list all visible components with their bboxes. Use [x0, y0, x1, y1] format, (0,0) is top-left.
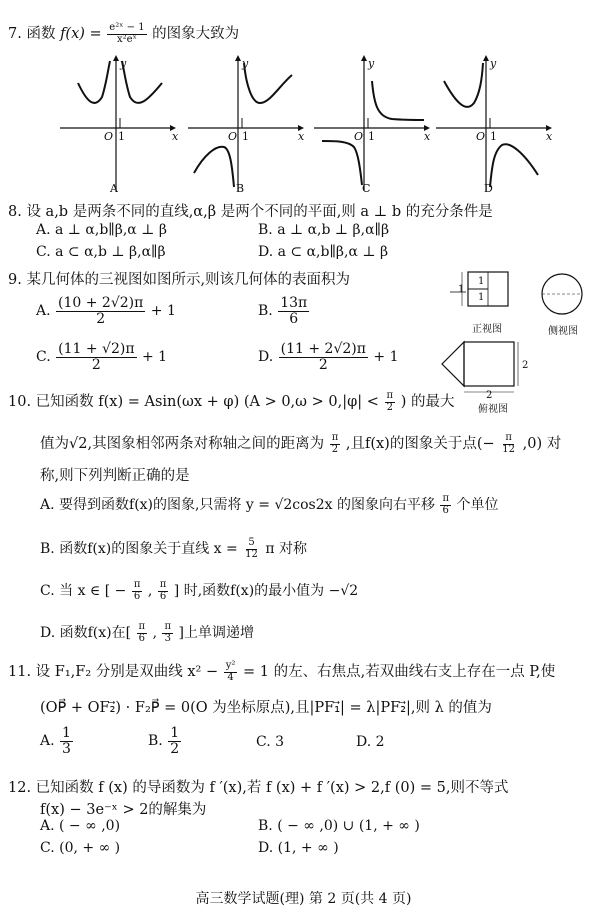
q9-option-b: B. $\frac{13\pi}{6}$	[258, 295, 308, 327]
q9-option-d: D. $\frac{(11 + 2√2)\pi}{2}$ + 1	[258, 341, 399, 373]
q7-graph-c-x: x	[424, 130, 431, 143]
q9-option-c: C. $\frac{(11 + √2)\pi}{2}$ + 1	[36, 341, 168, 373]
q12-option-b: B. ( − ∞ ,0) ∪ (1, + ∞ )	[258, 818, 420, 834]
q7-graph-a-tick: 1	[118, 130, 125, 143]
q11-option-a: A. $\frac{1}{3}$	[40, 725, 71, 757]
q7-graph-d-tick: 1	[490, 130, 497, 143]
q12-option-a: A. ( − ∞ ,0)	[40, 818, 121, 834]
q7-graph-b-y: y	[242, 57, 249, 70]
q7-graph-b-tick: 1	[242, 130, 249, 143]
q7-graph-b	[186, 55, 304, 195]
q7-graph-a-o: O	[104, 130, 114, 143]
q7-graph-d	[434, 55, 552, 195]
q9-dim-1b: 1	[478, 276, 485, 287]
q7-graph-a-y: y	[120, 57, 127, 70]
q11-line1: 11. 设 F₁,F₂ 分别是双曲线 x² − $\frac{\text{y²}}{4}$ = 1 的左、右焦点,若双曲线右支上存在一点 P,使	[8, 660, 556, 683]
q11-option-b: B. $\frac{1}{2}$	[148, 725, 180, 757]
q7-graph-b-o: O	[228, 130, 238, 143]
q11-option-d: D. 2	[356, 734, 385, 750]
q8-option-c: C. a ⊂ α,b ⊥ β,α∥β	[36, 244, 166, 260]
q7-stem: 7. 函数 f(x) = $\frac{\text{e²ˣ − 1}}{\text{x²eˣ}}$ 的图象大致为	[8, 22, 240, 45]
q12-option-c: C. (0, + ∞ )	[40, 840, 121, 856]
q8-stem: 8. 设 a,b 是两条不同的直线,α,β 是两个不同的平面,则 a ⊥ b 的充分条件是	[8, 204, 493, 220]
q7-graph-a-x: x	[172, 130, 179, 143]
q11-option-c: C. 3	[256, 734, 285, 750]
q7-graph-b-x: x	[298, 130, 305, 143]
q12-line1: 12. 已知函数 f (x) 的导函数为 f ′(x),若 f (x) + f ′(x) > 2,f (0) = 5,则不等式	[8, 780, 509, 796]
page-footer: 高三数学试题(理) 第 2 页(共 4 页)	[195, 891, 412, 907]
q9-dim-2b: 2	[486, 390, 493, 401]
q10-line2: 值为√2,其图象相邻两条对称轴之间的距离为 $\frac{\pi}{2}$ ,且f(x)的图象关于点(− $\frac{\pi}{12}$ ,0) 对	[40, 432, 562, 455]
q7-graph-c	[312, 55, 430, 195]
q10-option-a: A. 要得到函数f(x)的图象,只需将 y = √2cos2x 的图象向右平移 $\frac{\pi}{6}$ 个单位	[40, 493, 499, 516]
q7-label-b: B	[236, 182, 245, 195]
q7-label-a: A	[110, 182, 118, 195]
q10-option-d: D. 函数f(x)在[ $\frac{\pi}{6}$ , $\frac{\pi}{3}$ ]上单调递增	[40, 621, 254, 644]
q7-graph-c-o: O	[354, 130, 364, 143]
q10-option-b: B. 函数f(x)的图象关于直线 x = $\frac{5}{12}$ π 对称	[40, 537, 308, 560]
q12-option-d: D. (1, + ∞ )	[258, 840, 339, 856]
q9-front-label: 正视图	[472, 324, 502, 335]
q8-option-a: A. a ⊥ α,b∥β,α ⊥ β	[36, 222, 167, 238]
q9-top-label: 俯视图	[478, 404, 508, 415]
q9-side-label: 侧视图	[548, 326, 578, 337]
q7-fraction: $\frac{\text{e²ˣ − 1}}{\text{x²eˣ}}$	[109, 22, 145, 45]
q10-line1: 10. 已知函数 f(x) = Asin(ωx + φ) (A > 0,ω > 0,|φ| < $\frac{\pi}{2}$ ) 的最大	[8, 390, 455, 413]
q7-graph-d-o: O	[476, 130, 486, 143]
q7-graph-c-y: y	[368, 57, 375, 70]
q7-label-c: C	[362, 182, 371, 195]
q12-line2: f(x) − 3e⁻ˣ > 2的解集为	[40, 802, 207, 818]
q7-graph-a	[58, 55, 179, 195]
q10-line3: 称,则下列判断正确的是	[40, 468, 190, 484]
q11-line2: (OP⃗ + OF₂⃗) · F₂P⃗ = 0(O 为坐标原点),且|PF₁⃗| = λ|PF₂⃗|,则 λ 的值为	[40, 700, 492, 716]
q9-dim-1c: 1	[478, 292, 485, 303]
q8-option-b: B. a ⊥ α,b ⊥ β,α∥β	[258, 222, 390, 238]
q9-dim-1a: 1	[458, 284, 465, 295]
q7-graph-d-y: y	[490, 57, 497, 70]
q9-side-view	[540, 272, 590, 316]
q7-graph-d-x: x	[546, 130, 553, 143]
q9-dim-2a: 2	[522, 360, 529, 371]
q7-label-d: D	[484, 182, 493, 195]
q10-option-c: C. 当 x ∈ [ − $\frac{\pi}{6}$ , $\frac{\pi}{6}$ ] 时,函数f(x)的最小值为 −√2	[40, 579, 359, 602]
q7-graph-c-tick: 1	[368, 130, 375, 143]
q9-option-a: A. $\frac{(10 + 2√2)\pi}{2}$ + 1	[36, 295, 176, 327]
q8-option-d: D. a ⊂ α,b∥β,α ⊥ β	[258, 244, 389, 260]
q9-stem: 9. 某几何体的三视图如图所示,则该几何体的表面积为	[8, 272, 351, 288]
